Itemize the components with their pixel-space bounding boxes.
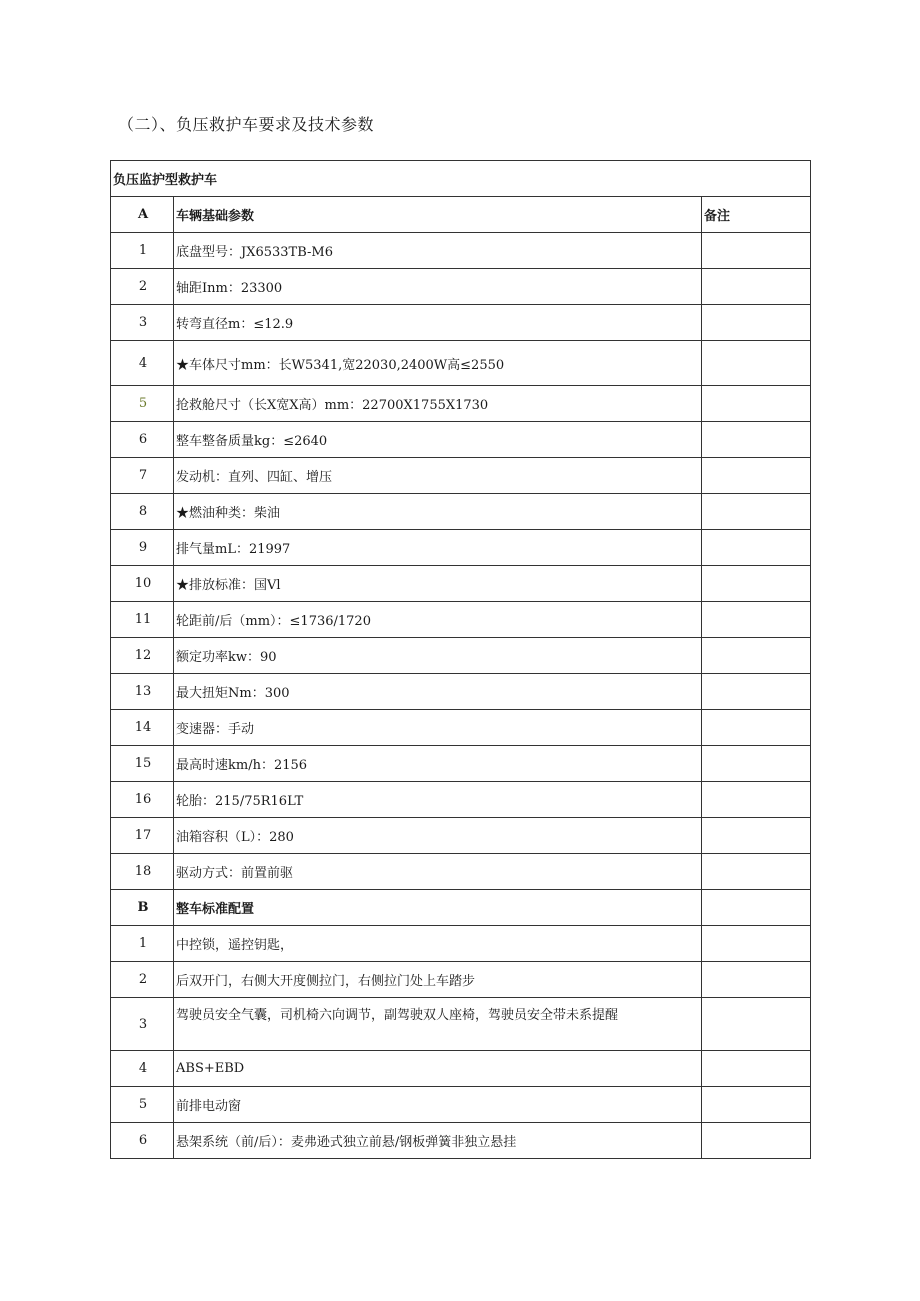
table-row [111,269,811,305]
table-title: 负压监护型救护车 [111,161,811,197]
row-text: 最大扭矩Nm：300 [174,674,702,710]
remark-header: 备注 [702,197,811,233]
row-remark [702,422,811,458]
section-b-title: 整车标准配置 [174,890,702,926]
row-remark [702,530,811,566]
row-text: 转弯直径m：≤12.9 [174,305,702,341]
row-text: 悬架系统（前/后）：麦弗逊式独立前悬/钢板弹簧非独立悬挂 [174,1123,702,1159]
row-text: 驱动方式：前置前驱 [174,854,702,890]
row-number: 16 [111,782,174,818]
table-row [111,458,811,494]
row-number: 6 [111,1123,174,1159]
row-remark [702,341,811,386]
table-row [111,746,811,782]
table-row [111,602,811,638]
row-text: 驾驶员安全气囊，司机椅六向调节，副驾驶双人座椅，驾驶员安全带未系提醒 [174,998,702,1051]
row-text: 排气量mL：21997 [174,530,702,566]
row-number: 5 [111,1087,174,1123]
row-remark [702,1051,811,1087]
row-remark [702,305,811,341]
table-row [111,998,811,1051]
row-number: 1 [111,926,174,962]
row-remark [702,854,811,890]
table-row [111,494,811,530]
row-number: 15 [111,746,174,782]
section-b-header-row [111,890,811,926]
row-text: 前排电动窗 [174,1087,702,1123]
row-number: 17 [111,818,174,854]
table-row [111,638,811,674]
row-text: 发动机：直列、四缸、增压 [174,458,702,494]
row-number: 9 [111,530,174,566]
section-b-index: B [111,890,174,926]
row-remark [702,494,811,530]
page-heading: （二）、负压救护车要求及技术参数 [118,115,375,134]
row-number: 7 [111,458,174,494]
row-remark [702,638,811,674]
row-remark [702,233,811,269]
row-remark [702,710,811,746]
row-remark [702,818,811,854]
row-number: 10 [111,566,174,602]
row-number: 2 [111,269,174,305]
row-remark [702,926,811,962]
table-row [111,962,811,998]
row-remark [702,962,811,998]
table-title-row [111,161,811,197]
row-text: 后双开门，右侧大开度侧拉门，右侧拉门处上车踏步 [174,962,702,998]
row-number: 11 [111,602,174,638]
row-number: 12 [111,638,174,674]
row-number: 2 [111,962,174,998]
table-row [111,1123,811,1159]
row-remark [702,746,811,782]
row-text: 抢救舱尺寸（长X宽X高）mm：22700X1755X1730 [174,386,702,422]
row-number: 14 [111,710,174,746]
row-text: 底盘型号：JX6533TB-M6 [174,233,702,269]
table-row [111,422,811,458]
row-remark [702,998,811,1051]
row-text: 最高时速km/h：2156 [174,746,702,782]
row-text: ★燃油种类：柴油 [174,494,702,530]
row-remark [702,674,811,710]
row-text: ★车体尺寸mm：长W5341,宽22030,2400W高≤2550 [174,341,702,386]
row-remark [702,890,811,926]
table-row [111,566,811,602]
row-remark [702,1087,811,1123]
row-text: 油箱容积（L）：280 [174,818,702,854]
table-row [111,782,811,818]
row-remark [702,458,811,494]
section-a-index: A [111,197,174,233]
row-number: 8 [111,494,174,530]
row-text: 额定功率kw：90 [174,638,702,674]
row-text: ABS+EBD [174,1051,702,1087]
section-a-title: 车辆基础参数 [174,197,702,233]
table-row [111,341,811,386]
row-number: 3 [111,305,174,341]
row-text: 整车整备质量kg：≤2640 [174,422,702,458]
row-number: 1 [111,233,174,269]
row-text: 轴距Inm：23300 [174,269,702,305]
row-number: 6 [111,422,174,458]
table-row [111,233,811,269]
row-remark [702,386,811,422]
table-row [111,530,811,566]
table-row [111,926,811,962]
table-row [111,674,811,710]
table-row [111,386,811,422]
spec-table [110,160,811,1159]
row-number: 4 [111,341,174,386]
row-number: 3 [111,998,174,1051]
section-a-header-row [111,197,811,233]
table-row [111,854,811,890]
row-remark [702,566,811,602]
table-row [111,1087,811,1123]
row-number: 13 [111,674,174,710]
row-text: 变速器：手动 [174,710,702,746]
row-remark [702,269,811,305]
row-number: 5 [111,386,174,422]
table-row [111,818,811,854]
row-text: ★排放标准：国Vl [174,566,702,602]
row-remark [702,1123,811,1159]
row-remark [702,782,811,818]
row-text: 中控锁，遥控钥匙， [174,926,702,962]
row-text: 轮胎：215/75R16LT [174,782,702,818]
row-text: 轮距前/后（mm）：≤1736/1720 [174,602,702,638]
row-number: 18 [111,854,174,890]
row-number: 4 [111,1051,174,1087]
table-row [111,305,811,341]
table-row [111,710,811,746]
table-row [111,1051,811,1087]
row-remark [702,602,811,638]
